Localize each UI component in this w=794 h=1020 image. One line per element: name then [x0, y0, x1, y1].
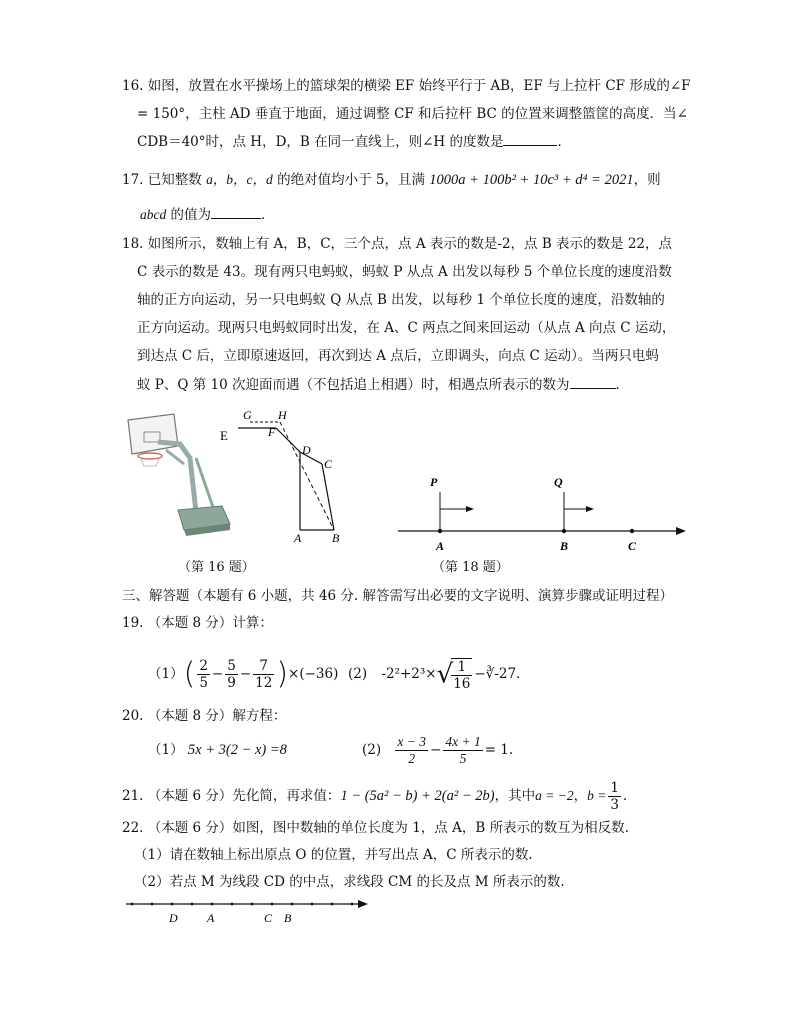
q20-p1-expr: 5x + 3(2 − x) =8: [187, 742, 287, 758]
q17-abcd: abcd: [140, 207, 167, 222]
fig18-caption: （第 18 题）: [432, 560, 509, 575]
fig16-label-B: B: [332, 531, 340, 545]
fig16-label-F: F: [268, 425, 276, 439]
fig18-label-C: C: [628, 539, 637, 553]
q19-p2-expr: -2²+2³×: [381, 666, 437, 682]
q19-frac1-den: 5: [199, 675, 208, 691]
q21-frac-num: 1: [610, 780, 619, 796]
q16-line1: 16. 如图，放置在水平操场上的篮球架的横梁 EF 始终平行于 AB，EF 与上拉杆 CF 形成的∠F: [122, 78, 691, 94]
q18-line3: 轴的正方向运动，另一只电蚂蚁 Q 从点 B 出发，以每秒 1 个单位长度的速度，沿数轴的: [137, 292, 665, 308]
fig16-label-C: C: [324, 457, 333, 471]
fig18-axis-arrow: [676, 527, 686, 535]
q19-p2-label: (2): [348, 666, 368, 682]
q20-frac1-num: x − 3: [397, 734, 427, 749]
fig16-label-G: G: [243, 408, 252, 422]
fig16-label-H: H: [278, 408, 287, 422]
q19-sqrt-den: 16: [453, 675, 471, 692]
q19-part2: (2) -2²+2³×√ $\frac{1}{16}$ −∛-27.: [348, 658, 521, 692]
basketball-stand-illustration: [128, 414, 230, 536]
fig16-label-D: D: [302, 443, 311, 457]
q22-part2: （2）若点 M 为线段 CD 的中点，求线段 CM 的长及点 M 所表示的数.: [134, 874, 565, 890]
section3-title: 三、解答题（本题有 6 小题，共 46 分. 解答需写出必要的文字说明、演算步骤或证明过程）: [122, 588, 674, 604]
fig22-label-B: B: [284, 911, 292, 925]
q21-expr: 1 − (5a² − b) + 2(a² − 2b): [340, 788, 495, 804]
q17-answer-blank[interactable]: [211, 204, 261, 219]
q18-end: ．: [615, 377, 629, 393]
q20-part1: [148, 740, 287, 760]
q20-p1-label: （1）: [148, 742, 184, 758]
q19-frac1-num: 2: [199, 658, 208, 674]
fig16-label-E: E: [220, 428, 228, 443]
q19-frac3-den: 12: [255, 675, 273, 691]
q21-prefix: 21. （本题 6 分）先化简，再求值：: [122, 788, 341, 804]
geometry-diagram-16: [220, 408, 340, 545]
q18-line6-text: 蚁 P、Q 第 10 次迎面而遇（不包括追上相遇）时，相遇点所表示的数为: [137, 377, 570, 393]
q22-part1: （1）请在数轴上标出原点 O 的位置，并写出点 A，C 所表示的数.: [134, 847, 533, 863]
q18-line5: 到达点 C 后，立即原速返回，再次到达 A 点后，立即调头，向点 C 运动）。当两只电蚂: [137, 348, 659, 364]
q18-line4: 正方向运动。现两只电蚂蚁同时出发，在 A、C 两点之间来回运动（从点 A 向点 C 运动，: [137, 320, 676, 336]
q21-cond-a: a = −2: [535, 788, 574, 803]
q17-line2: [140, 204, 275, 225]
q16-line3: [137, 131, 571, 152]
q17-end: ．: [261, 207, 275, 223]
fig22-label-D: D: [169, 911, 178, 925]
q20-frac1-den: 2: [408, 751, 416, 766]
q20-p2-tail: = 1.: [484, 742, 514, 758]
q19-frac2-num: 5: [227, 658, 236, 674]
fig16-caption: （第 16 题）: [178, 560, 255, 575]
q17-equation: 1000a + 100b² + 10c³ + d⁴ = 2021: [429, 172, 634, 188]
fig22-label-A: A: [207, 911, 215, 925]
q16-answer-blank[interactable]: [503, 131, 557, 146]
q18-line6: [137, 374, 629, 395]
q19-p1-tail: ×(−36): [288, 666, 339, 682]
figure-18-number-line: [394, 470, 694, 554]
q16-line3-text: CDB＝40°时，点 H，D，B 在同一直线上，则∠H 的度数是: [137, 134, 504, 150]
q21-frac-den: 3: [610, 797, 619, 813]
fig22-label-C: C: [264, 911, 273, 925]
q21-cond-b: b =: [587, 788, 607, 803]
figure-22-number-line: [122, 894, 374, 928]
q20-p2-label: (2): [362, 742, 382, 758]
q19-frac2-den: 9: [227, 675, 236, 691]
q21-end: .: [622, 788, 628, 804]
fig18-label-P: P: [430, 475, 438, 489]
q19-sqrt-num: 1: [451, 659, 472, 676]
q17-prefix: 17. 已知整数: [122, 172, 202, 188]
q19-p2-tail: −∛-27.: [474, 666, 521, 682]
q20-frac2-den: 5: [459, 751, 467, 766]
q18-answer-blank[interactable]: [570, 374, 616, 389]
fig18-label-B: B: [560, 539, 569, 553]
fig18-label-Q: Q: [554, 475, 563, 489]
q21-sep: ，: [573, 788, 588, 804]
q16-line2: = 150°，主柱 AD 垂直于地面，通过调整 CF 和后拉杆 BC 的位置来调整篮筐的高度．当∠: [137, 106, 688, 122]
q18-line1: 18. 如图所示，数轴上有 A，B，C，三个点，点 A 表示的数是-2，点 B 表示的数是 22，点: [122, 236, 673, 252]
q21-mid: ，其中: [494, 788, 536, 804]
q17-suffix: ，则: [633, 172, 661, 188]
q19-part1: （1）( $\frac{2}{5}$ − $\frac{5}{9}$ − $\frac{7}{12}$ )×(−36): [148, 656, 339, 692]
q22-title: 22. （本题 6 分）如图，图中数轴的单位长度为 1，点 A，B 所表示的数互为相反数.: [122, 820, 629, 836]
q17-line2-text: 的值为: [166, 207, 212, 223]
q17-vars: a，b，c，d: [206, 172, 273, 187]
figure-16: [118, 406, 358, 546]
q16-end: ．: [557, 134, 571, 150]
fig18-label-A: A: [436, 539, 445, 553]
q19-frac3-num: 7: [253, 658, 274, 675]
fig16-label-A: A: [294, 531, 302, 545]
q17-line1: [122, 170, 661, 190]
q20-part2: (2) $\frac{x - 3}{2}$ − $\frac{4x + 1}{5}$ = 1.: [362, 734, 514, 766]
fig22-axis-arrow: [358, 900, 368, 908]
q19-title: 19. （本题 8 分）计算：: [122, 615, 273, 631]
q18-line2: C 表示的数是 43。现有两只电蚂蚁，蚂蚁 P 从点 A 出发以每秒 5 个单位长度的速度沿数: [137, 264, 672, 280]
q21-line: [122, 776, 627, 816]
q17-mid: 的绝对值均小于 5，且满: [272, 172, 425, 188]
q19-p1-label: （1）: [148, 666, 184, 682]
q20-frac2-num: 4x + 1: [445, 734, 481, 749]
q20-title: 20. （本题 8 分）解方程：: [122, 708, 287, 724]
